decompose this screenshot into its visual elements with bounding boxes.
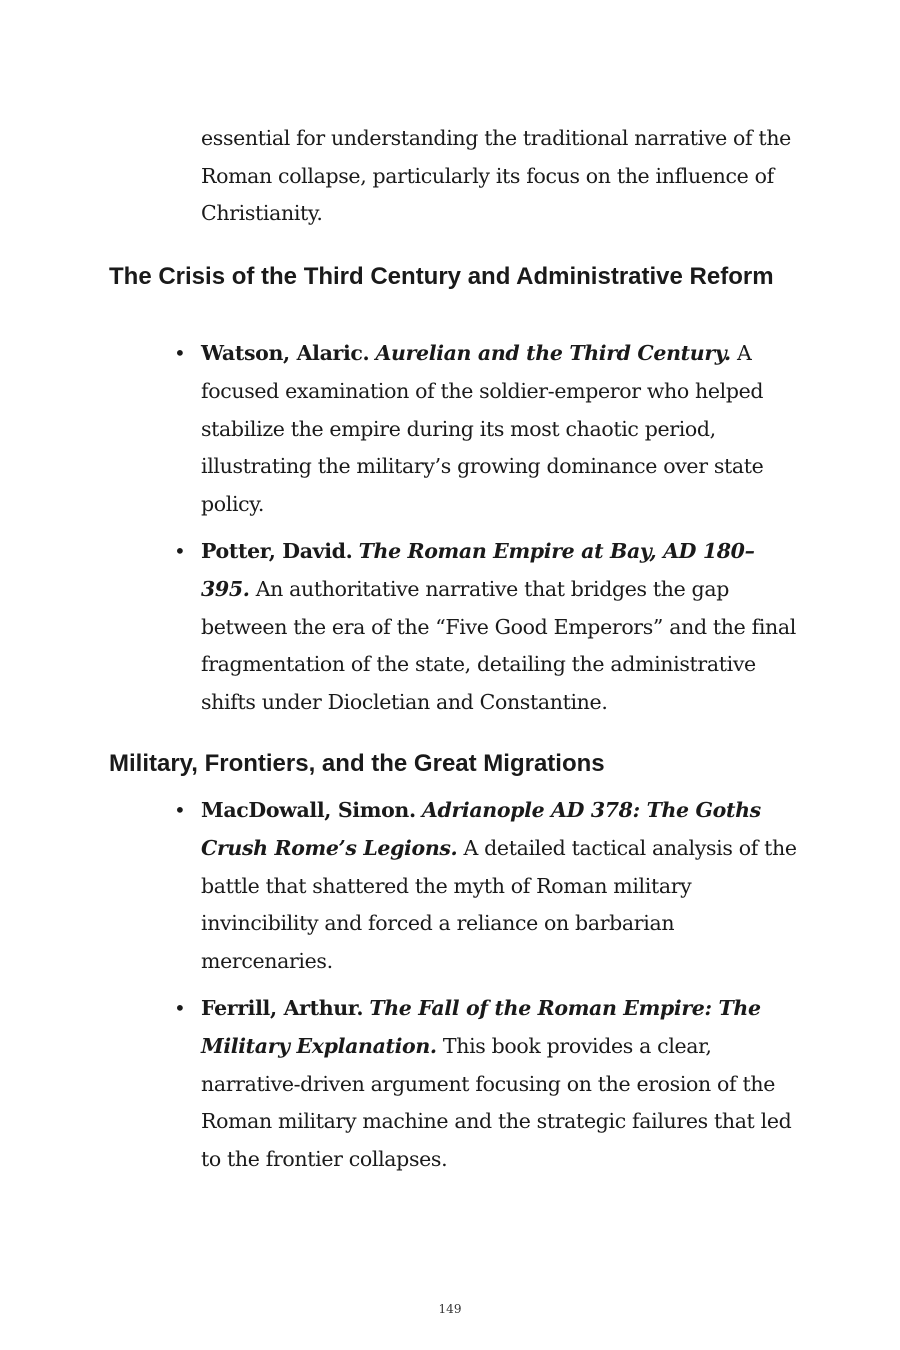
bullet-icon: • [174, 341, 186, 365]
bibliography-list-third-century [174, 335, 801, 731]
entry-title: Adrianople AD 378: The Goths Crush Rome’s Legions. [201, 798, 761, 860]
entry-title: The Fall of the Roman Empire: The Military Explanation. [201, 995, 761, 1058]
entry-author: Watson, Alaric. [201, 341, 370, 365]
section-heading-military: Military, Frontiers, and the Great Migrations [109, 750, 605, 777]
entry-title: The Roman Empire at Bay, AD 180–395. [201, 538, 755, 601]
bibliography-entry [174, 533, 801, 722]
bibliography-entry [174, 792, 801, 981]
entry-author: MacDowall, Simon. [201, 798, 416, 822]
page-number: 149 [438, 1302, 462, 1316]
entry-title: Aurelian and the Third Century. [375, 341, 731, 365]
entry-author: Potter, David. [201, 538, 353, 563]
entry-description: A focused examination of the soldier-emperor who helped stabilize the empire during its most chaotic period, illustrating the military’s growing dominance over state policy. [201, 341, 764, 517]
entry-author: Ferrill, Arthur. [201, 995, 364, 1020]
bullet-icon: • [174, 798, 186, 822]
entry-description: This book provides a clear, narrative-driven argument focusing on the erosion of the Roman military machine and the strategic failures that led to the frontier collapses. [201, 1033, 792, 1172]
bibliography-entry [174, 335, 801, 524]
bullet-icon: • [174, 995, 186, 1020]
section-heading-third-century: The Crisis of the Third Century and Administrative Reform [109, 263, 774, 290]
bibliography-entry [174, 990, 801, 1179]
bullet-icon: • [174, 538, 186, 563]
entry-description: A detailed tactical analysis of the battle that shattered the myth of Roman military invincibility and forced a reliance on barbarian mercenaries. [201, 835, 797, 974]
continuation-paragraph: essential for understanding the traditional narrative of the Roman collapse, particularly its focus on the influence of Christianity. [201, 126, 791, 225]
entry-description: An authoritative narrative that bridges the gap between the era of the “Five Good Emperors” and the final fragmentation of the state, detailing the administrative shifts under Diocletian and Constantine. [201, 576, 796, 715]
bibliography-list-military [174, 792, 801, 1188]
